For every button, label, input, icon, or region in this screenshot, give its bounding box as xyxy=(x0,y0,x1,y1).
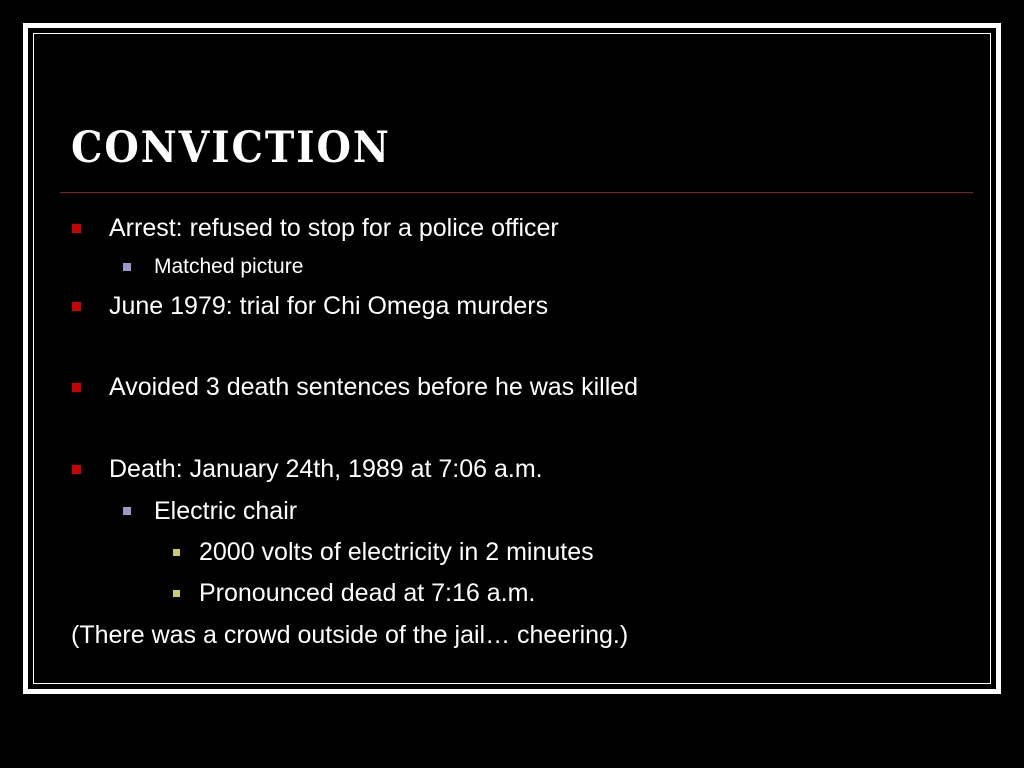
sub-bullet-square-icon xyxy=(123,263,131,271)
sub-bullet-square-icon xyxy=(123,507,131,515)
sub-sub-bullet-square-icon xyxy=(173,590,180,597)
bullet-item: Death: January 24th, 1989 at 7:06 a.m. xyxy=(109,455,543,483)
bullet-square-icon xyxy=(72,224,81,233)
sub-bullet-item: Matched picture xyxy=(154,255,304,278)
bullet-square-icon xyxy=(72,383,81,392)
bullet-item: Arrest: refused to stop for a police officer xyxy=(109,214,559,242)
note-text: (There was a crowd outside of the jail… cheering.) xyxy=(71,621,629,649)
sub-bullet-item: Electric chair xyxy=(154,497,298,525)
bullet-square-icon xyxy=(72,302,81,311)
bullet-square-icon xyxy=(72,465,81,474)
sub-sub-bullet-square-icon xyxy=(173,549,180,556)
bullet-item: June 1979: trial for Chi Omega murders xyxy=(109,292,549,320)
slide-title: conviction xyxy=(71,104,391,177)
sub-sub-bullet-item: 2000 volts of electricity in 2 minutes xyxy=(199,538,594,566)
sub-sub-bullet-item: Pronounced dead at 7:16 a.m. xyxy=(199,579,536,607)
bullet-item: Avoided 3 death sentences before he was killed xyxy=(109,373,639,401)
